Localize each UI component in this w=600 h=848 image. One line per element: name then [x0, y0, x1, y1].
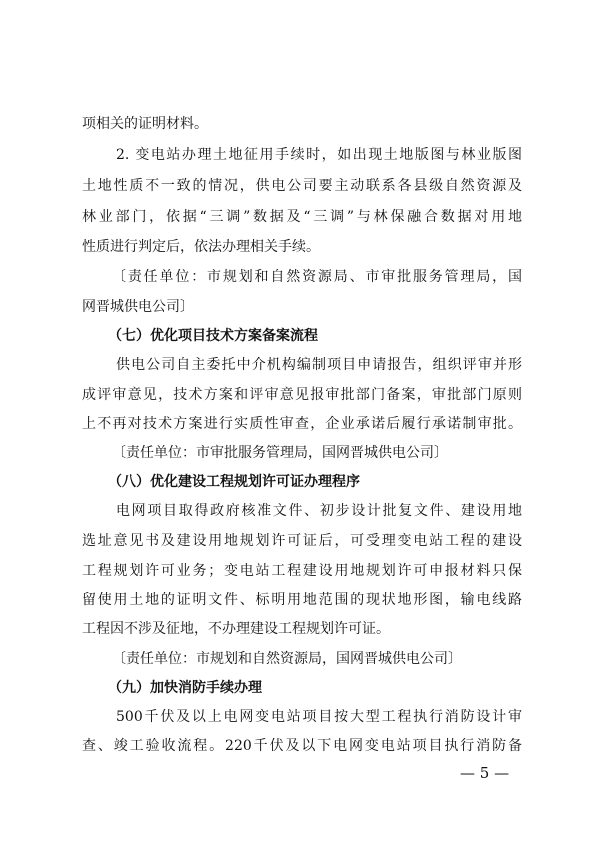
paragraph-line: 电网项目取得政府核准文件、初步设计批复文件、建设用地 [116, 503, 522, 519]
paragraph-line: 土地性质不一致的情况，供电公司要主动联系各县级自然资源及 [82, 178, 522, 194]
paragraph-line: 500千伏及以上电网变电站项目按大型工程执行消防设计审 [116, 709, 522, 725]
paragraph-line: 留使用土地的证明文件、标明用地范围的现状地形图，输电线路 [82, 592, 522, 608]
paragraph-line: 成评审意见，技术方案和评审意见报审批部门备案，审批部门原则 [82, 387, 522, 403]
responsibility-line: 〔责任单位：市审批服务管理局，国网晋城供电公司〕 [112, 445, 448, 461]
paragraph-line: 性质进行判定后，依法办理相关手续。 [82, 239, 320, 255]
section-heading: （八）优化建设工程规划许可证办理程序 [108, 474, 360, 490]
section-heading: （九）加快消防手续办理 [108, 680, 262, 696]
paragraph-line: 工程规划许可业务；变电站工程建设用地规划许可申报材料只保 [82, 563, 522, 579]
paragraph-line: 查、竣工验收流程。220千伏及以下电网变电站项目执行消防备 [82, 738, 522, 754]
page-number: — 5 — [460, 764, 510, 782]
section-heading: （七）优化项目技术方案备案流程 [108, 328, 318, 344]
paragraph-line: 2. 变电站办理土地征用手续时，如出现土地版图与林业版图 [116, 147, 522, 163]
paragraph-line: 上不再对技术方案进行实质性审查，企业承诺后履行承诺制审批。 [82, 416, 522, 432]
paragraph-line: 选址意见书及建设用地规划许可证后，可受理变电站工程的建设 [82, 533, 522, 549]
paragraph-line: 林业部门，依据“三调”数据及“三调”与林保融合数据对用地 [82, 209, 522, 225]
paragraph-line: 项相关的证明材料。 [82, 116, 208, 132]
responsibility-line: 〔责任单位：市规划和自然资源局，国网晋城供电公司〕 [112, 651, 462, 667]
responsibility-line: 〔责任单位：市规划和自然资源局、市审批服务管理局，国 [112, 269, 522, 285]
paragraph-line: 工程因不涉及征地，不办理建设工程规划许可证。 [82, 621, 390, 637]
responsibility-line: 网晋城供电公司〕 [82, 299, 194, 315]
paragraph-line: 供电公司自主委托中介机构编制项目申请报告，组织评审并形 [116, 357, 522, 373]
